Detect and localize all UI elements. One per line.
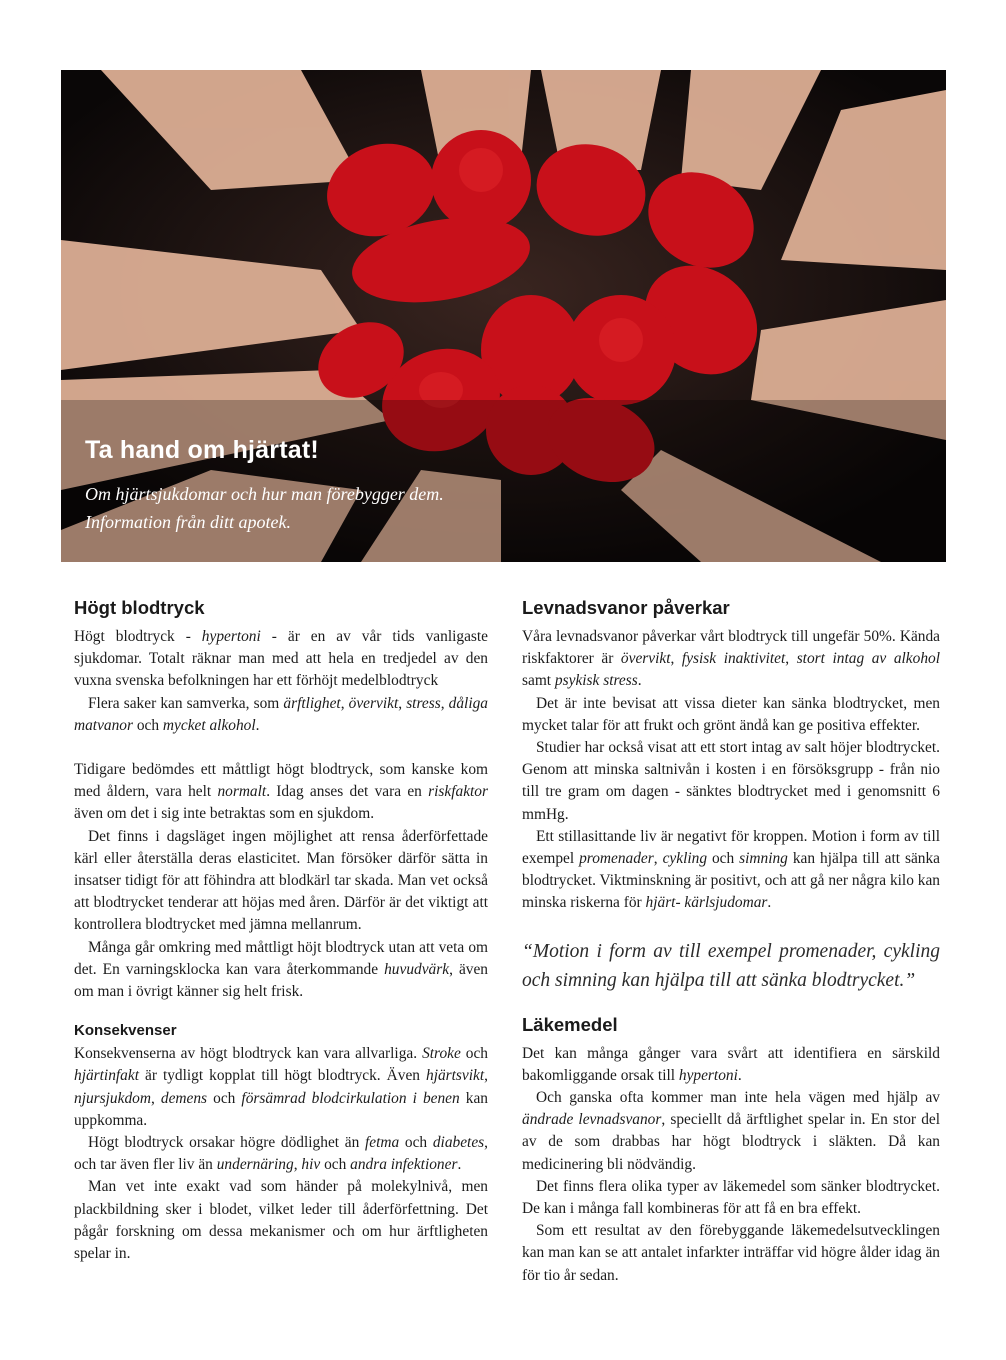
paragraph: Konsekvenserna av högt blodtryck kan vara allvarliga. Stroke och hjärtinfakt är tydligt kopplat till högt blodtryck. Även hjärtsvikt, njursjukdom, demens och försämrad blodcirkulation i benen kan uppkomma. (74, 1045, 489, 1129)
heading-lakemedel: Läkemedel (522, 1013, 618, 1035)
hero-subtitle (85, 480, 444, 536)
right-column (522, 596, 940, 1287)
hero-subtitle-line2: Information från ditt apotek. (85, 512, 291, 532)
paragraph: Det kan många gånger vara svårt att identifiera en särskild bakomliggande orsak till hypertoni. (522, 1044, 940, 1084)
left-column (74, 596, 488, 1265)
paragraph: Högt blodtryck - hypertoni - är en av vår tids vanligaste sjukdomar. Totalt räknar man med att hela en tredjedel av den vuxna svenska befolkningen har ett förhöjt medelblodtryck (74, 628, 488, 690)
paragraph: Flera saker kan samverka, som ärftlighet, övervikt, stress, dåliga matvanor och mycket alkohol. (74, 694, 488, 734)
heading-levnadsvanor: Levnadsvanor påverkar (522, 597, 730, 618)
paragraph: Det finns i dagsläget ingen möjlighet att rensa åderförfettade kärl eller återställa deras elasticitet. Man försöker därför sätta in insatser tidigt för att föhindra att blodkärl tar skada. Man vet också att blodtrycket tenderar att höjas med åren. Därför är det viktigt att kontrollera blodtrycket med jämna mellanrum. (74, 827, 488, 934)
paragraph: Studier har också visat att ett stort intag av salt höjer blodtrycket. Genom att minska saltnivån i kosten i en försöksgrupp - från nio till tre gram om dagen - sänktes blodtrycket med i genomsnitt 6 mmHg. (522, 739, 940, 823)
paragraph: Våra levnadsvanor påverkar vårt blodtryck till ungefär 50%. Kända riskfaktorer är övervikt, fysisk inaktivitet, stort intag av alkohol samt psykisk stress. (522, 628, 940, 690)
paragraph: Och ganska ofta kommer man inte hela vägen med hjälp av ändrade levnadsvanor, speciellt då ärftlighet spelar in. En stor del av de som drabbas har högt blodtryck i släkten. Då kan medicinering bli nödvändig. (522, 1089, 940, 1173)
hero-banner (61, 70, 946, 562)
paragraph: Många går omkring med måttligt höjt blodtryck utan att veta om det. En varningsklocka kan vara återkommande huvudvärk, även om man i övrigt känner sig helt frisk. (74, 938, 489, 1001)
paragraph: Tidigare bedömdes ett måttligt högt blodtryck, som kanske kom med åldern, vara helt normalt. Idag anses det vara en riskfaktor även om det i sig inte betraktas som en sjukdom. (74, 761, 488, 823)
paragraph: Som ett resultat av den förebyggande läkemedelsutvecklingen kan man kan se att antalet infarkter inträffar vid högre ålder idag än för tio år sedan. (522, 1222, 940, 1284)
paragraph: Högt blodtryck orsakar högre dödlighet än fetma och diabetes, och tar även fler liv än undernäring, hiv och andra infektioner. (74, 1134, 488, 1174)
paragraph: Ett stillasittande liv är negativt för kroppen. Motion i form av till exempel promenader, cykling och simning kan hjälpa till att sänka blodtrycket. Viktminskning är positivt, och att gå ner några kilo kan minska riskerna för hjärt- kärlsjudomar. (522, 827, 940, 912)
heading-konsekvenser: Konsekvenser (74, 1022, 177, 1040)
heading-hogt-blodtryck: Högt blodtryck (74, 597, 205, 618)
paragraph: Det finns flera olika typer av läkemedel som sänker blodtrycket. De kan i många fall kombineras för att få en bra effekt. (522, 1177, 940, 1218)
paragraph: Det är inte bevisat att vissa dieter kan sänka blodtrycket, men mycket talar för att frukt och grönt ändå kan ge positiva effekter. (522, 694, 940, 734)
hero-title: Ta hand om hjärtat! (85, 436, 319, 464)
paragraph: Man vet inte exakt vad som händer på molekylnivå, men plackbildning sker i blodet, vilket leder till åderförfettning. Det pågår forskning om dessa mekanismer och om hur ärftligheten spelar in. (74, 1178, 488, 1263)
pull-quote: “Motion i form av till exempel promenader, cykling och simning kan hjälpa till att sänka blodtrycket.” (522, 940, 940, 991)
hero-subtitle-line1: Om hjärtsjukdomar och hur man förebygger dem. (85, 484, 444, 504)
